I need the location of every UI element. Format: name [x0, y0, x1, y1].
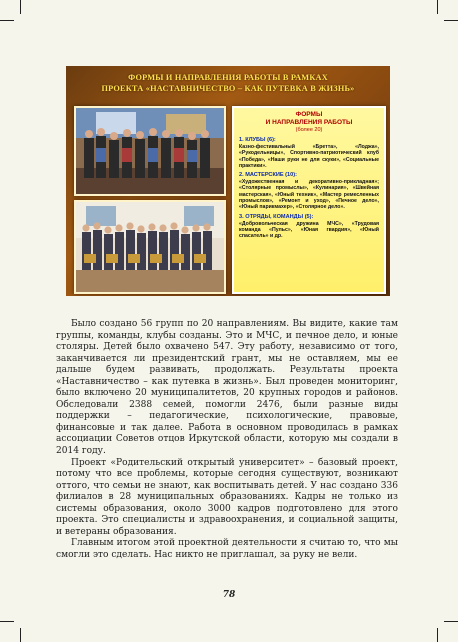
crop-mark: [0, 20, 14, 21]
crop-mark: [20, 628, 21, 642]
slide-title-line: ПРОЕКТА «НАСТАВНИЧЕСТВО – КАК ПУТЕВКА В ЖИЗНЬ»: [101, 84, 355, 93]
group-photo: [74, 106, 226, 196]
paragraph: Главным итогом этой проектной деятельности я считаю то, что мы смогли это сделать. Нас никто не приглашал, за руку не вели.: [56, 538, 398, 560]
paragraph: Проект «Родительский открытый университет» – базовый проект, потому что все проблемы, которые сегодня существуют, возникают оттого, что семьи не знают, как воспитывать детей. У нас создано 336 филиалов в 28 муниципальных образованиях. Кадры не только из системы образования, около 3000 кадров подготовлено для этого проекта. Это специалисты и здравоохранения, и социальной защиты, и ветераны образования.: [56, 457, 398, 537]
board-section-heading: 1. КЛУБЫ (6):: [239, 137, 276, 143]
group-photo-illustration: [76, 202, 224, 292]
crop-mark: [20, 0, 21, 14]
crop-mark: [0, 621, 14, 622]
group-photo: [74, 200, 226, 294]
paragraph: Было создано 56 групп по 20 направлениям. Вы видите, какие там группы, команды, клубы созданы. Это и МЧС, и печное дело, и юные столяры. Детей было охвачено 547. Эту работу, независимо от того, заканчивается ли президентский грант, мы не оставляем, мы ее дальше будем развивать, продолжать. Результаты проекта «Наставничество – как путевка в жизнь». Был проведен мониторинг, было включено 20 муниципалитетов, 20 крупных городов и районов. Обследовали 2388 семей, помогли 2476, были разные виды поддержки – педагогические, психологические, правовые, финансовые и так далее. Работа в основном проводилась в рамках ассоциации Советов отцов Иркутской области, которую мы создали в 2014 году.: [56, 319, 398, 457]
crop-mark: [444, 20, 458, 21]
crop-mark: [437, 628, 438, 642]
board-section-text: «Художественная и декоративно-прикладная»; «Столярные промыслы», «Кулинария», «Швейная мастерская», «Юный техник», «Мастер ремесленных промыслов», «Ремонт и уход», «Печное дело», «Юный парикмахер», «Столярное дело».: [239, 179, 379, 211]
slide-title-line: ФОРМЫ И НАПРАВЛЕНИЯ РАБОТЫ В РАМКАХ: [128, 73, 328, 82]
board-title-line: ФОРМЫ: [295, 111, 323, 118]
board-title-line: И НАПРАВЛЕНИЯ РАБОТЫ: [265, 119, 353, 126]
board-section-text: Казно-фестивальный «Бретта», «Лоджа», «Рукодельницы», Спортивно-патриотический клуб «Победа», «Наши руки не для скуки», «Социальные практики».: [239, 144, 379, 169]
crop-mark: [444, 621, 458, 622]
board-title: [234, 111, 384, 127]
presentation-slide: [66, 66, 390, 296]
page-number: 78: [222, 590, 236, 600]
group-photo-illustration: [76, 108, 224, 194]
crop-mark: [437, 0, 438, 14]
work-forms-board: [232, 106, 386, 294]
board-section-heading: 2. МАСТЕРСКИЕ (10):: [239, 172, 297, 179]
slide-title: [66, 72, 390, 94]
board-section-text: «Добровольческая дружина МЧС», «Трудовая команда «Пульс», «Юная гвардия», «Юный спасатель» и др.: [239, 220, 379, 240]
body-text: [56, 319, 398, 561]
board-section-heading: 3. ОТРЯДЫ, КОМАНДЫ (5):: [239, 213, 314, 220]
board-subtitle: (более 20): [295, 127, 323, 133]
